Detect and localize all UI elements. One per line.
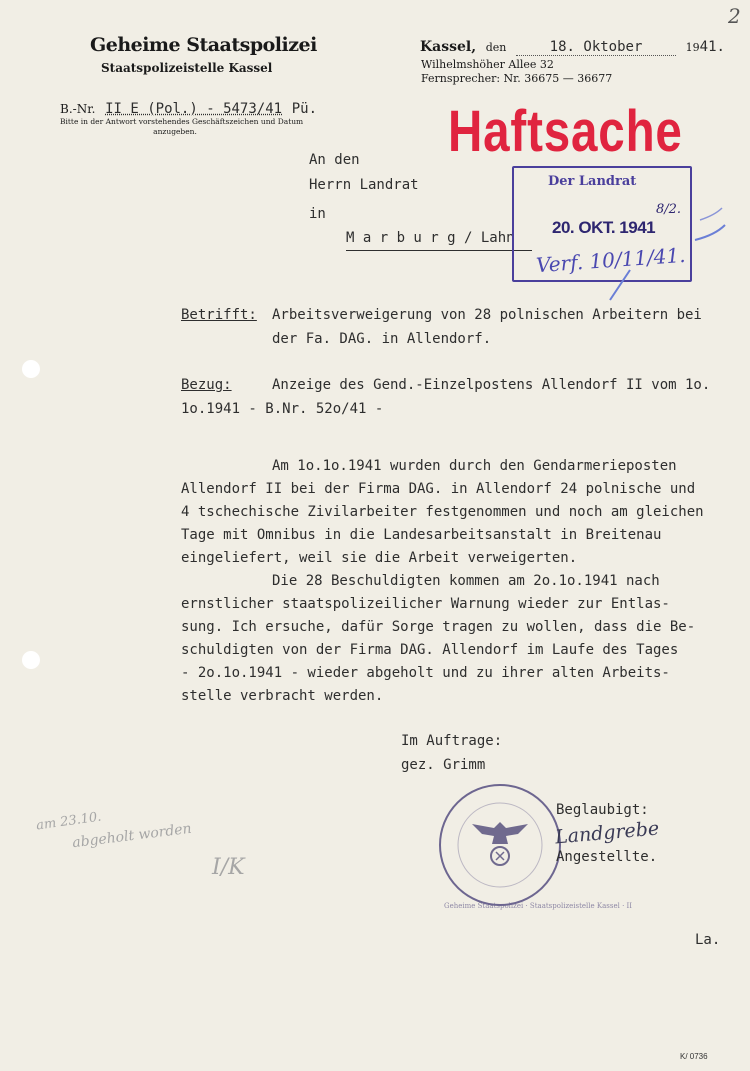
body-p2-line1: Die 28 Beschuldigten kommen am 2o.1o.1941 nach	[272, 573, 660, 589]
body-p1-line5: eingeliefert, weil sie die Arbeit verweigerten.	[181, 550, 578, 566]
letterhead-address: Wilhelmshöher Allee 32	[421, 58, 554, 71]
letterhead-title: Geheime Staatspolizei	[90, 34, 317, 56]
received-stamp-header: Der Landrat	[548, 174, 637, 189]
margin-note-line1: am 23.10.	[35, 809, 103, 834]
bezug-label: Bezug:	[181, 377, 232, 393]
angestellte-label: Angestellte.	[556, 849, 658, 865]
blue-pencil-strokes	[600, 200, 750, 310]
body-p2-line5: - 2o.1o.1941 - wieder abgeholt und zu ihrer alten Arbeits-	[181, 665, 670, 681]
subject-line1: Arbeitsverweigerung von 28 polnischen Arbeitern bei	[272, 307, 702, 323]
recipient-line2: Herrn Landrat	[309, 177, 419, 193]
date-line	[420, 36, 725, 56]
signature-line2: gez. Grimm	[401, 757, 486, 773]
year-suffix: 41.	[699, 39, 725, 55]
archive-code: K/ 0736	[680, 1052, 708, 1061]
haftsache-stamp: Haftsache	[448, 99, 683, 164]
reference-suffix: Pü.	[291, 101, 318, 117]
reference-note-line1: Bitte in der Antwort vorstehendes Geschäftszeichen und Datum	[60, 117, 304, 126]
body-p1-line2: Allendorf II bei der Firma DAG. in Allendorf 24 polnische und	[181, 481, 696, 497]
reference-note	[60, 117, 304, 137]
handwritten-signature: Landgrebe	[554, 817, 661, 849]
letter-date: 18. Oktober	[516, 39, 676, 56]
punch-hole-bottom	[22, 651, 40, 669]
punch-hole-top	[22, 360, 40, 378]
received-stamp-date: 20. OKT. 1941	[552, 218, 656, 237]
den-label: den	[485, 41, 507, 54]
typist-initials: La.	[695, 932, 721, 948]
received-stamp-mark: 8/2.	[656, 202, 682, 217]
bezug-line1: Anzeige des Gend.-Einzelpostens Allendorf II vom 1o.	[272, 377, 711, 393]
bezug-line2: 1o.1941 - B.Nr. 52o/41 -	[181, 401, 384, 417]
signature-line1: Im Auftrage:	[401, 733, 503, 749]
reference-line	[60, 98, 317, 117]
year-prefix: 19	[685, 41, 700, 54]
recipient-city: M a r b u r g / Lahn	[346, 230, 515, 246]
subject-line2: der Fa. DAG. in Allendorf.	[272, 331, 492, 347]
page-number-mark: 2	[728, 4, 741, 28]
margin-note-line2: abgeholt worden	[71, 820, 193, 852]
recipient-line3: in	[309, 206, 326, 222]
body-p2-line3: sung. Ich ersuche, dafür Sorge tragen zu wollen, dass die Be-	[181, 619, 696, 635]
body-p1-line4: Tage mit Omnibus in die Landesarbeitsanstalt in Breitenau	[181, 527, 662, 543]
letterhead-phone: Fernsprecher: Nr. 36675 — 36677	[421, 72, 613, 85]
recipient-line1: An den	[309, 152, 360, 168]
city: Kassel,	[420, 39, 477, 55]
received-stamp-handwritten: Verf. 10/11/41.	[535, 242, 687, 278]
margin-note-initials: I/K	[212, 855, 245, 880]
recipient-underline	[346, 250, 532, 251]
body-p1-line1: Am 1o.1o.1941 wurden durch den Gendarmerieposten	[272, 458, 677, 474]
body-p2-line2: ernstlicher staatspolizeilicher Warnung wieder zur Entlas-	[181, 596, 670, 612]
reference-number: II E (Pol.) - 5473/41	[105, 101, 283, 117]
reference-note-line2: anzugeben.	[153, 127, 197, 136]
letterhead-subtitle: Staatspolizeistelle Kassel	[101, 61, 273, 75]
beglaubigt-label: Beglaubigt:	[556, 802, 649, 818]
official-seal	[435, 780, 565, 910]
body-p2-line4: schuldigten von der Firma DAG. Allendorf im Laufe des Tages	[181, 642, 679, 658]
body-p1-line3: 4 tschechische Zivilarbeiter festgenommen und noch am gleichen	[181, 504, 704, 520]
body-p2-line6: stelle verbracht werden.	[181, 688, 384, 704]
reference-label: B.-Nr.	[60, 102, 96, 116]
seal-text: Geheime Staatspolizei · Staatspolizeistelle Kassel · II	[444, 902, 633, 910]
eagle-emblem-icon	[472, 822, 528, 865]
subject-label: Betrifft:	[181, 307, 257, 323]
